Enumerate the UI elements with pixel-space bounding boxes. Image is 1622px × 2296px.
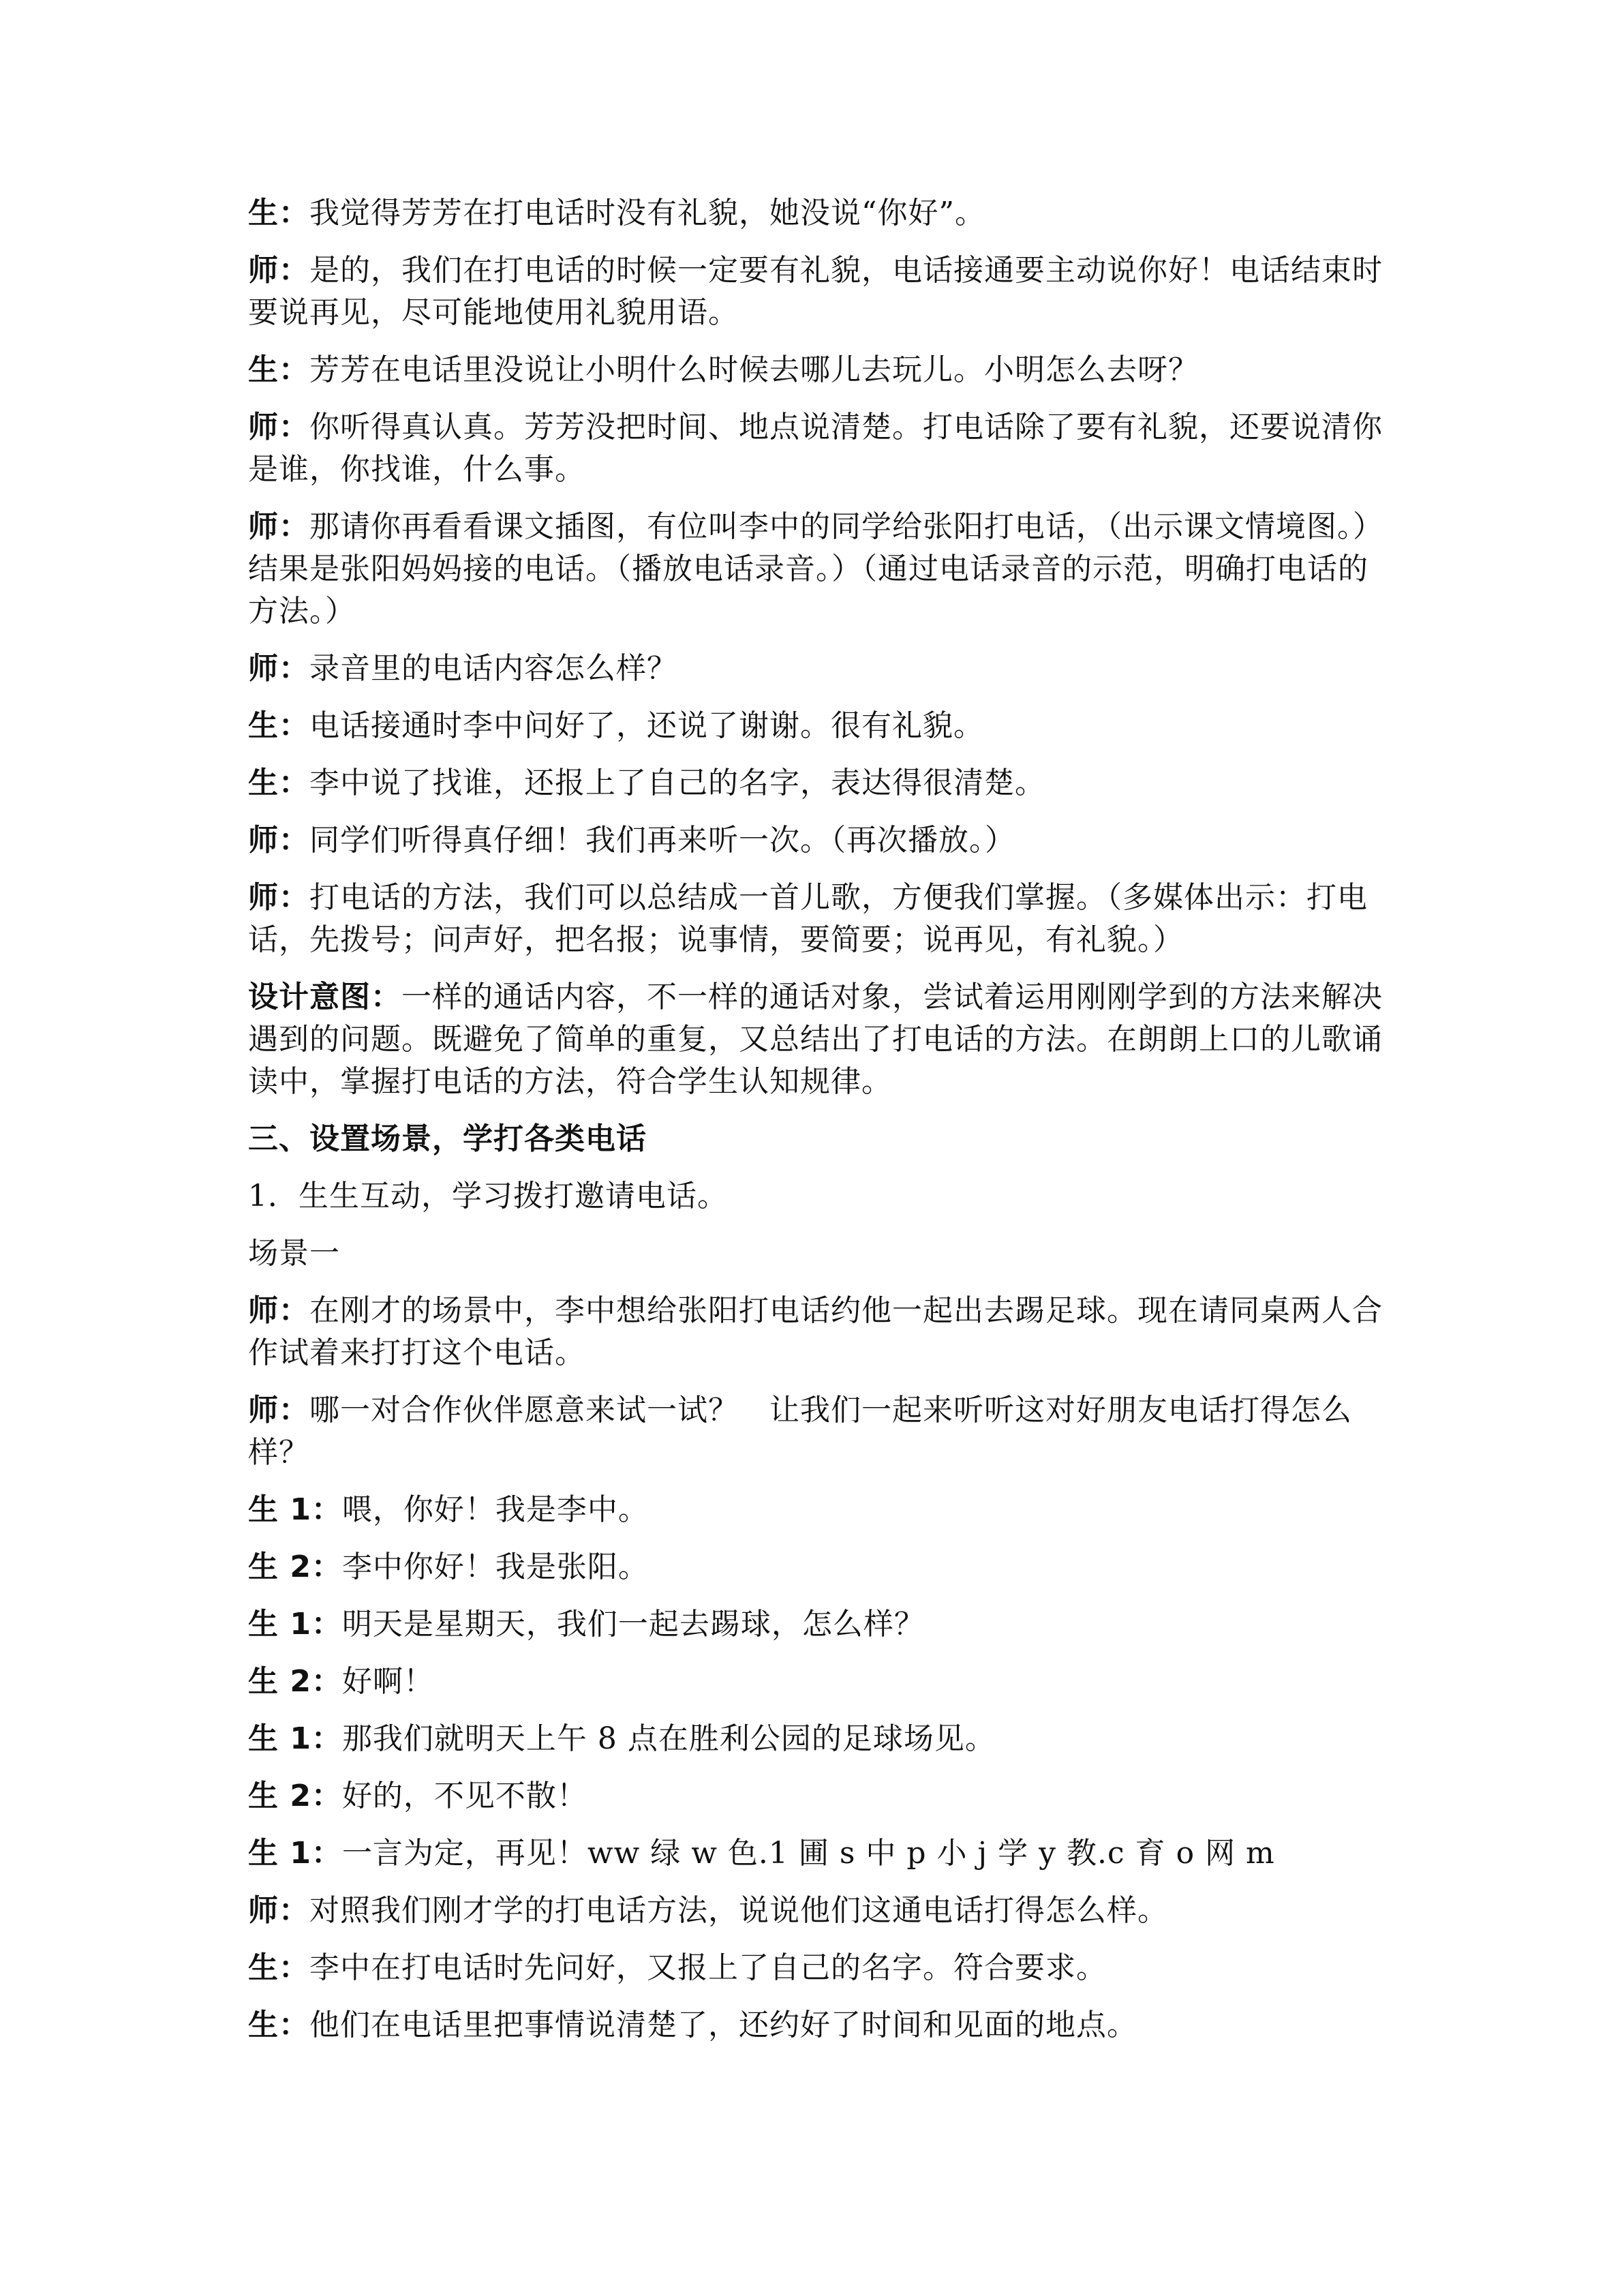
- paragraph: [248, 250, 1393, 334]
- paragraph-text: 李中在打电话时先问好，又报上了自己的名字。符合要求。: [309, 1950, 1107, 1985]
- paragraph: [248, 1389, 1393, 1474]
- paragraph: [248, 2004, 1393, 2046]
- speaker-label: 生 2：: [248, 1550, 342, 1584]
- paragraph-text: 那我们就明天上午 8 点在胜利公园的足球场见。: [341, 1721, 996, 1756]
- paragraph: [248, 406, 1393, 491]
- speaker-label: 生：: [248, 196, 309, 230]
- paragraph: [248, 1890, 1393, 1932]
- dialogue-line: [248, 1489, 1393, 1531]
- dialogue-line: [248, 1661, 1393, 1703]
- speaker-label: 师：: [248, 880, 309, 915]
- dialogue-line: [248, 1603, 1393, 1646]
- paragraph-text: 好啊！: [341, 1664, 434, 1699]
- design-intent-paragraph: [248, 976, 1393, 1103]
- paragraph-text: 你听得真认真。芳芳没把时间、地点说清楚。打电话除了要有礼貌，还要说清你是谁，你找谁，什么事。: [248, 410, 1383, 487]
- paragraph-text: 是的，我们在打电话的时候一定要有礼貌，电话接通要主动说你好！电话结束时要说再见，尽可能地使用礼貌用语。: [248, 253, 1383, 330]
- speaker-label: 师：: [248, 1293, 309, 1328]
- paragraph: [248, 819, 1393, 862]
- paragraph-text: 打电话的方法，我们可以总结成一首儿歌，方便我们掌握。（多媒体出示：打电话，先拨号；问声好，把名报；说事情，要简要；说再见，有礼貌。）: [248, 880, 1368, 957]
- speaker-label: 生 1：: [248, 1492, 342, 1527]
- speaker-label: 生：: [248, 708, 309, 743]
- speaker-label: 生：: [248, 766, 309, 800]
- speaker-label: 生 1：: [248, 1836, 342, 1871]
- speaker-label: 师：: [248, 1393, 309, 1428]
- paragraph-text: 录音里的电话内容怎么样？: [309, 651, 677, 686]
- paragraph: [248, 1290, 1393, 1374]
- speaker-label: 生 1：: [248, 1607, 342, 1642]
- paragraph: [248, 877, 1393, 961]
- dialogue-line: [248, 1775, 1393, 1817]
- speaker-label: 师：: [248, 509, 309, 544]
- speaker-label: 师：: [248, 410, 309, 444]
- subsection-title: 1．生生互动，学习拨打邀请电话。: [248, 1179, 728, 1213]
- speaker-label: 师：: [248, 253, 309, 288]
- paragraph-text: 同学们听得真仔细！我们再来听一次。（再次播放。）: [309, 823, 1015, 858]
- paragraph-text: 一言为定，再见！ww 绿 w 色.1 圃 s 中 p 小 j 学 y 教.c 育 o 网 m: [341, 1836, 1275, 1871]
- paragraph-text: 在刚才的场景中，李中想给张阳打电话约他一起出去踢足球。现在请同桌两人合作试着来打打这个电话。: [248, 1293, 1383, 1370]
- paragraph-text: 他们在电话里把事情说清楚了，还约好了时间和见面的地点。: [309, 2008, 1137, 2042]
- paragraph: [248, 1947, 1393, 1989]
- paragraph-text: 一样的通话内容，不一样的通话对象，尝试着运用刚刚学到的方法来解决遇到的问题。既避免了简单的重复，又总结出了打电话的方法。在朗朗上口的儿歌诵读中，掌握打电话的方法，符合学生认知规律。: [248, 980, 1383, 1099]
- paragraph-text: 哪一对合作伙伴愿意来试一试？ 让我们一起来听听这对好朋友电话打得怎么样？: [248, 1393, 1352, 1470]
- speaker-label: 生：: [248, 1950, 309, 1985]
- speaker-label: 生 1：: [248, 1721, 342, 1756]
- scene-label: 场景一: [248, 1236, 340, 1271]
- section-heading: 三、设置场景，学打各类电话: [248, 1121, 647, 1156]
- paragraph-text: 李中说了找谁，还报上了自己的名字，表达得很清楚。: [309, 766, 1045, 800]
- dialogue-line: [248, 1832, 1393, 1875]
- paragraph-text: 好的，不见不散！: [341, 1779, 587, 1813]
- paragraph-text: 李中你好！我是张阳。: [341, 1550, 649, 1584]
- paragraph-text: 我觉得芳芳在打电话时没有礼貌，她没说“你好”。: [309, 196, 985, 230]
- paragraph: [248, 192, 1393, 235]
- speaker-label: 生 2：: [248, 1664, 342, 1699]
- paragraph-text: 喂，你好！我是李中。: [341, 1492, 649, 1527]
- speaker-label: 师：: [248, 1893, 309, 1928]
- paragraph: [248, 762, 1393, 804]
- speaker-label: 师：: [248, 651, 309, 686]
- paragraph: [248, 705, 1393, 747]
- paragraph-text: 电话接通时李中问好了，还说了谢谢。很有礼貌。: [309, 708, 984, 743]
- paragraph-text: 对照我们刚才学的打电话方法，说说他们这通电话打得怎么样。: [309, 1893, 1168, 1928]
- paragraph-text: 明天是星期天，我们一起去踢球，怎么样？: [341, 1607, 925, 1642]
- speaker-label: 生：: [248, 2008, 309, 2042]
- speaker-label: 师：: [248, 823, 309, 858]
- paragraph-text: 那请你再看看课文插图，有位叫李中的同学给张阳打电话，（出示课文情境图。）结果是张阳妈妈接的电话。（播放电话录音。）（通过电话录音的示范，明确打电话的方法。）: [248, 509, 1383, 629]
- dialogue-line: [248, 1718, 1393, 1760]
- paragraph: [248, 506, 1393, 633]
- document-body: [248, 192, 1393, 2061]
- speaker-label: 生 2：: [248, 1779, 342, 1813]
- paragraph: [248, 349, 1393, 391]
- dialogue-line: [248, 1546, 1393, 1588]
- speaker-label: 生：: [248, 352, 309, 387]
- design-intent-label: 设计意图：: [248, 980, 401, 1014]
- paragraph: [248, 648, 1393, 690]
- paragraph-text: 芳芳在电话里没说让小明什么时候去哪儿去玩儿。小明怎么去呀？: [309, 352, 1199, 387]
